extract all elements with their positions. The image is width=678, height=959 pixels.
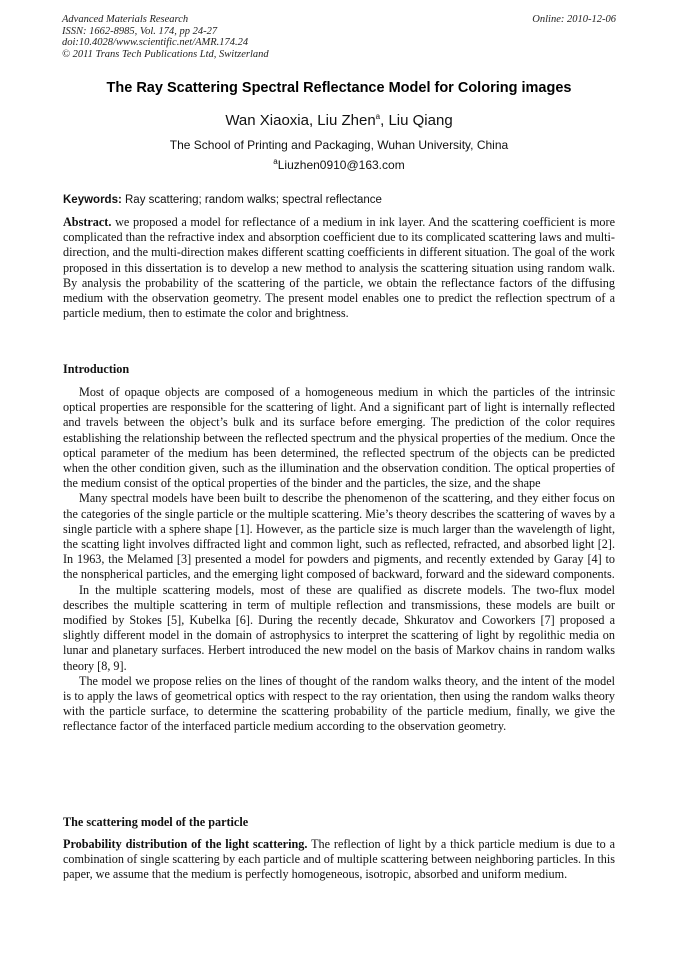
intro-paragraph-1: Most of opaque objects are composed of a homogeneous medium in which the particles of the intrinsic optical properties are responsible for the scattering of light. And a significant part of light is internally reflected and travels between the object’s bulk and its surface before emerging. The prediction of the color requires establishing the relationship between the reflected spectrum and the physical properties of the medium. Once the optical parameter of the medium has been determined, the reflected spectrum of the objects can be predicted when the other condition given, such as the illumination and the observation condition. The optical properties of the medium consist of the optical properties of the binder and the particles, the size, and the shape	[63, 385, 615, 491]
keywords-label: Keywords:	[63, 194, 122, 206]
author-names-rest: , Liu Qiang	[380, 112, 453, 129]
scattering-model-body	[63, 837, 615, 883]
online-date: Online: 2010-12-06	[532, 14, 616, 25]
paper-title: The Ray Scattering Spectral Reflectance Model for Coloring images	[106, 80, 572, 96]
intro-paragraph-4: The model we propose relies on the lines of thought of the random walks theory, and the intent of the model is to apply the laws of geometrical optics with respect to the ray orientation, then using the random walks theory with the particle surface, to determine the scattering probability of the particle medium, finally, we give the reflectance factor of the interfaced particle medium according to the observation geometry.	[63, 673, 615, 734]
journal-copyright: © 2011 Trans Tech Publications Ltd, Switzerland	[62, 48, 269, 60]
email-address: Liuzhen0910@163.com	[277, 158, 405, 172]
journal-name: Advanced Materials Research	[62, 14, 189, 25]
keywords	[63, 194, 615, 206]
email-line	[40, 158, 638, 172]
subsection-lead: Probability distribution of the light scattering.	[63, 837, 308, 851]
author-list	[40, 112, 638, 129]
keywords-text: Ray scattering; random walks; spectral reflectance	[121, 194, 382, 206]
subsection-text: The reflection of light by a thick particle medium is due to a combination of single scattering by each particle and of multiple scattering between neighboring particles. In this paper, we assume that the medium is perfectly homogeneous, isotropic, absorbed and uniform medium.	[63, 837, 615, 882]
intro-paragraph-2: Many spectral models have been built to describe the phenomenon of the scattering, and they either focus on the categories of the single particle or the multiple scattering. Mie’s theory describes the scattering of waves by a single particle with a sphere shape [1]. However, as the particle size is much larger than the wavelength of light, the scatting light involves diffracted light and common light, such as reflected, refracted, and absorbed light [2]. In 1963, the Melamed [3] presented a model for powders and pigments, and recently extended by Garay [4] to the nonspherical particles, and the emerging light composed of backward, forward and the sideward components.	[63, 491, 615, 582]
email-superscript: a	[273, 157, 278, 166]
abstract-text: we proposed a model for reflectance of a medium in ink layer. And the scattering coefficient is more complicated than the refractive index and absorption coefficient due to its complicated scattering laws and multi-direction, and the multi-direction makes different scatting coefficients in different situation. The goal of the work proposed in this dissertation is to develop a new method to analysis the scattering situation using random walk. By analysis the probability of the scattering of the particle, we obtain the reflectance factors of the diffusing medium with the observation geometry. The present model enables one to predict the reflection spectrum of a particle medium, then to estimate the color and brightness.	[63, 215, 615, 321]
journal-issn: ISSN: 1662-8985, Vol. 174, pp 24-27	[62, 25, 218, 37]
journal-header	[62, 14, 616, 60]
affiliation: The School of Printing and Packaging, Wuhan University, China	[169, 138, 509, 152]
introduction-body	[63, 385, 615, 735]
abstract-label: Abstract.	[63, 215, 112, 229]
abstract	[63, 215, 615, 321]
intro-paragraph-3: In the multiple scattering models, most of these are qualified as discrete models. The two-flux model describes the multiple scattering in term of multiple reflection and transmissions, these models are built or modified by Stokes [5], Kubelka [6]. During the recently decade, Shkuratov and Coworkers [7] proposed a slightly different model in the domain of astrophysics to interpret the scattering of light by regolithic media on lunar and planetary surfaces. Herbert introduced the new model on the basis of Markov chains in random walks theory [8, 9].	[63, 582, 615, 673]
introduction-heading: Introduction	[63, 362, 130, 376]
scattering-model-heading: The scattering model of the particle	[63, 815, 249, 829]
author-superscript: a	[375, 112, 381, 121]
journal-doi: doi:10.4028/www.scientific.net/AMR.174.24	[62, 37, 249, 48]
author-names: Wan Xiaoxia, Liu Zhen	[225, 112, 376, 129]
